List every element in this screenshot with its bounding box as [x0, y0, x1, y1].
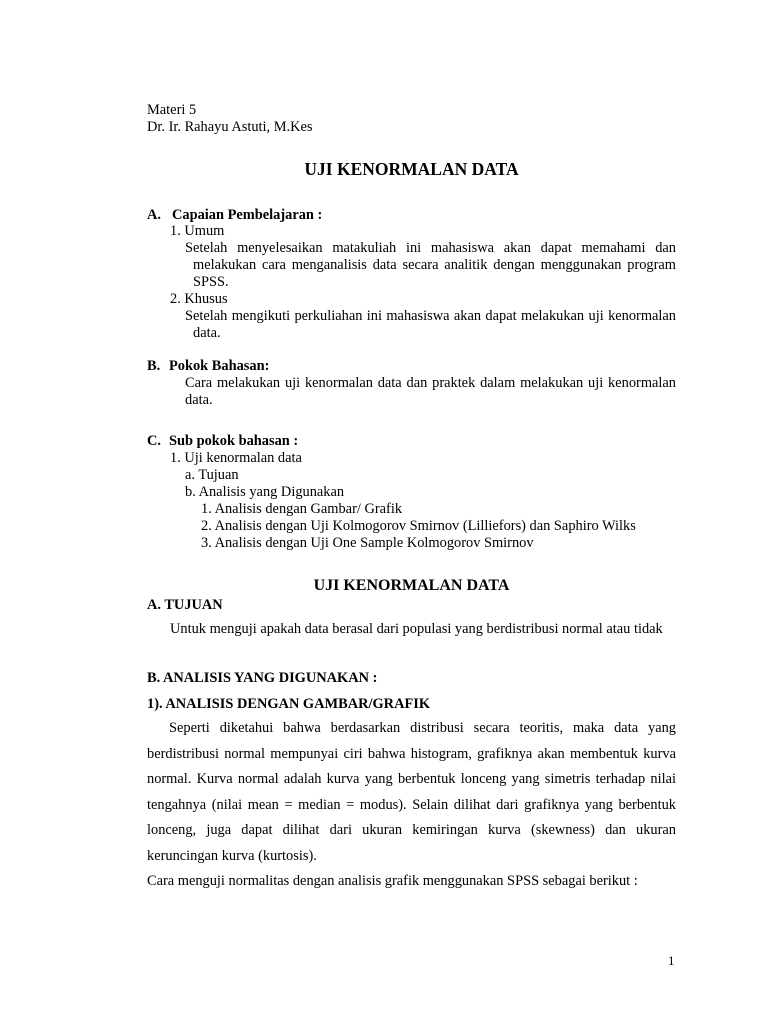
umum-label: 1. Umum: [170, 223, 225, 239]
section-c-heading: [147, 433, 676, 450]
document-title: UJI KENORMALAN DATA: [304, 159, 519, 179]
section-a-marker: A.: [147, 207, 161, 223]
section-b-marker: B.: [147, 358, 161, 374]
section-c-marker: C.: [147, 433, 161, 449]
tujuan-heading: A. TUJUAN: [147, 597, 223, 613]
sub-item-kolmogorov: 2. Analisis dengan Uji Kolmogorov Smirnov (Lilliefors) dan Saphiro Wilks: [201, 518, 636, 534]
sub-item-analisis: b. Analisis yang Digunakan: [185, 484, 345, 500]
tujuan-text: Untuk menguji apakah data berasal dari populasi yang berdistribusi normal atau tidak: [170, 621, 663, 637]
spss-line: Cara menguji normalitas dengan analisis grafik menggunakan SPSS sebagai berikut :: [147, 873, 638, 889]
section-b-title: Pokok Bahasan:: [169, 358, 270, 374]
content-title: UJI KENORMALAN DATA: [313, 577, 510, 594]
khusus-label: 2. Khusus: [170, 291, 228, 307]
sub-item-tujuan: a. Tujuan: [185, 467, 239, 483]
khusus-text: Setelah mengikuti perkuliahan ini mahasiswa akan dapat melakukan uji kenormalan data.: [185, 308, 676, 341]
analisis-heading: B. ANALISIS YANG DIGUNAKAN :: [147, 670, 378, 686]
section-a-title: Capaian Pembelajaran :: [172, 207, 323, 223]
sub-item-grafik: 1. Analisis dengan Gambar/ Grafik: [201, 501, 403, 517]
section-b-heading: [147, 358, 676, 375]
sub-item-uji: 1. Uji kenormalan data: [170, 450, 302, 466]
page-content: [147, 0, 676, 1024]
section-c-title: Sub pokok bahasan :: [169, 433, 299, 449]
umum-text: Setelah menyelesaikan matakuliah ini mahasiswa akan dapat memahami dan melakukan cara menganalisis data secara analitik dengan menggunakan program SPSS.: [185, 240, 676, 290]
grafik-heading: 1). ANALISIS DENGAN GAMBAR/GRAFIK: [147, 696, 431, 712]
grafik-paragraph: Seperti diketahui bahwa berdasarkan distribusi secara teoritis, maka data yang berdistribusi normal mempunyai ciri bahwa histogram, grafiknya akan membentuk kurva normal. Kurva normal adalah kurva yang berbentuk lonceng yang simetris terhadap nilai tengahnya (nilai mean = median = modus). Selain dilihat dari grafiknya yang berbentuk lonceng, juga dapat dilihat dari ukuran kemiringan kurva (skewness) dan ukuran keruncingan kurva (kurtosis).: [147, 720, 676, 864]
header-author: Dr. Ir. Rahayu Astuti, M.Kes: [147, 119, 313, 135]
section-a-heading: [147, 207, 676, 224]
sub-item-one-sample: 3. Analisis dengan Uji One Sample Kolmogorov Smirnov: [201, 535, 534, 551]
section-b-text: Cara melakukan uji kenormalan data dan praktek dalam melakukan uji kenormalan data.: [185, 375, 676, 408]
page-number: 1: [668, 953, 675, 968]
header-materi: Materi 5: [147, 102, 197, 118]
